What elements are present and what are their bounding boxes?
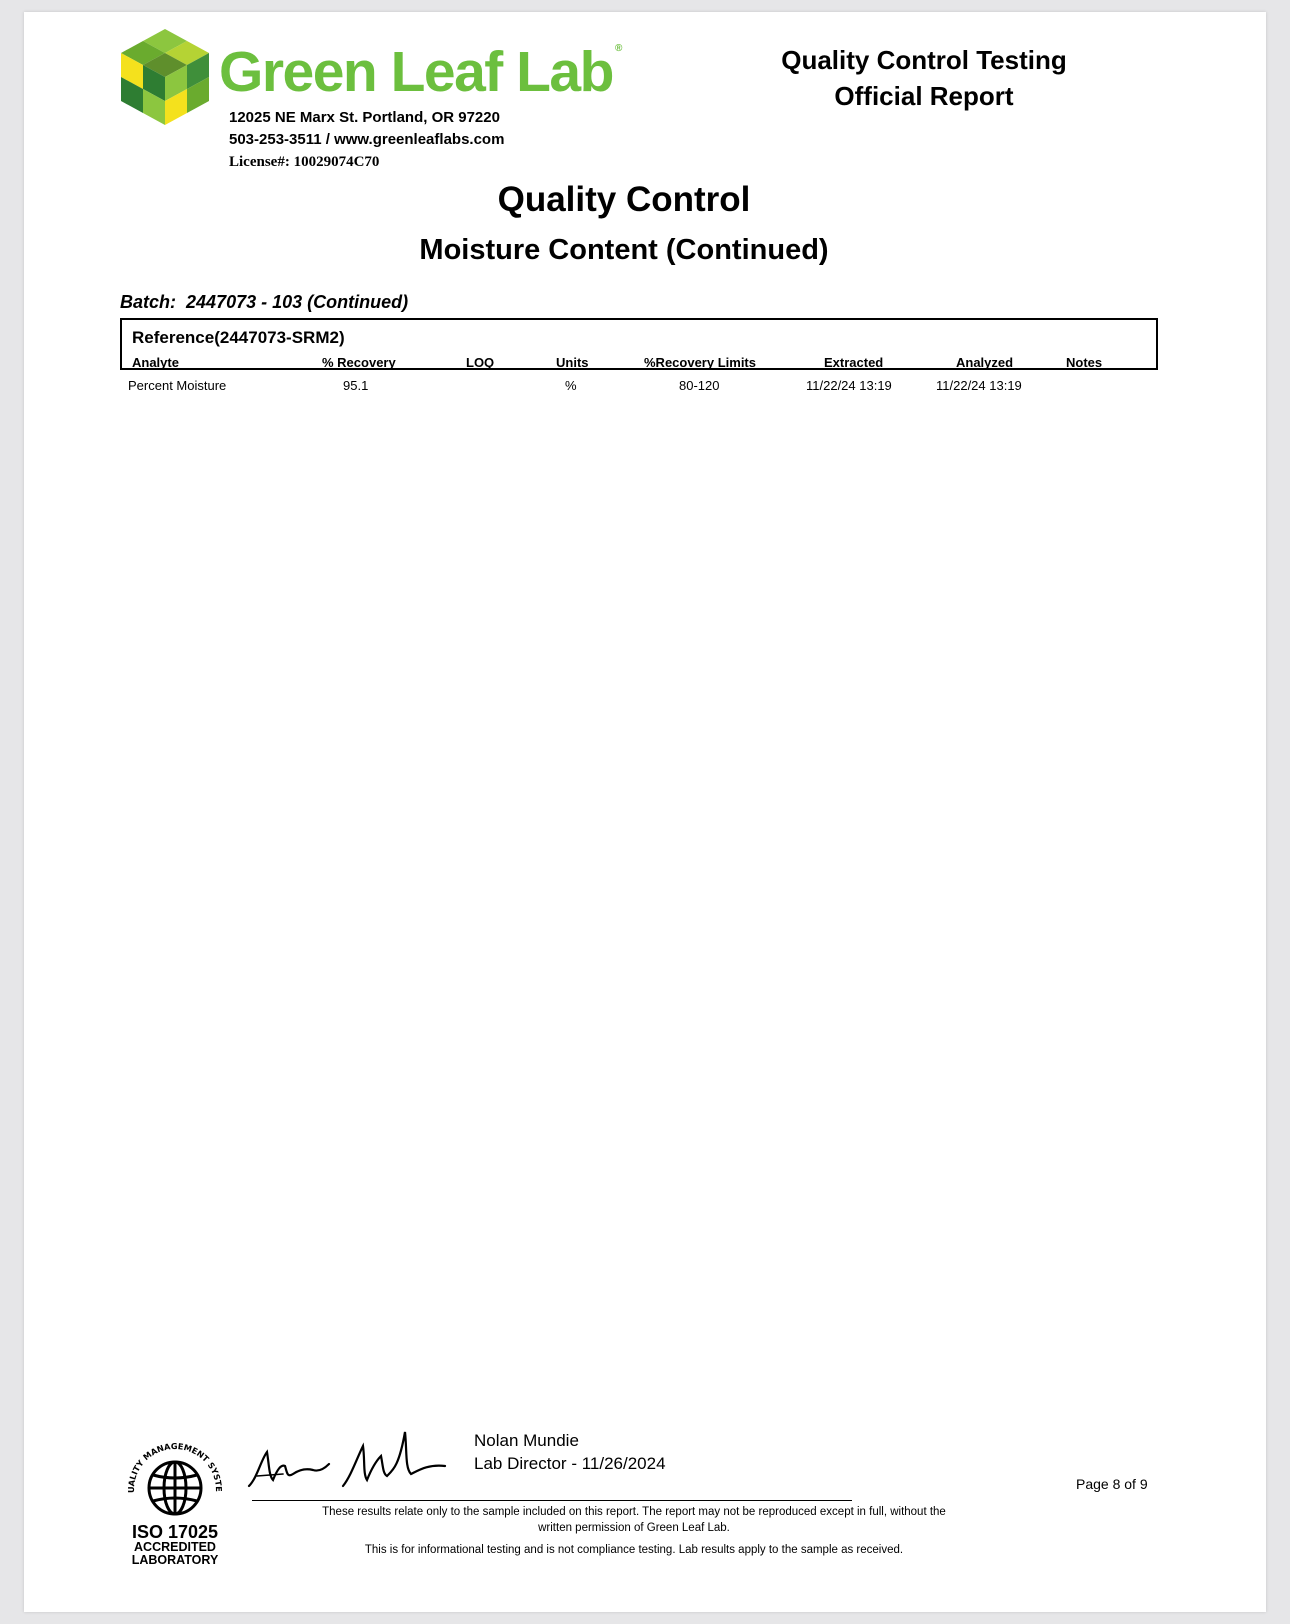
batch-line	[120, 292, 408, 313]
batch-value: 2447073 - 103 (Continued)	[186, 292, 409, 312]
iso-accreditation-seal	[120, 1434, 230, 1566]
column-header-extracted: Extracted	[824, 355, 884, 370]
iso-accredited: ACCREDITED	[134, 1540, 216, 1554]
section-subtitle: Moisture Content (Continued)	[419, 234, 829, 266]
iso-number: ISO 17025	[131, 1522, 219, 1542]
column-header-recovery-limits: %Recovery Limits	[644, 355, 756, 370]
lab-contact: 503-253-3511 / www.greenleaflabs.com	[229, 131, 505, 148]
cell-units: %	[565, 378, 577, 393]
reference-title: Reference(2447073-SRM2)	[132, 328, 345, 347]
cell-extracted: 11/22/24 13:19	[806, 378, 892, 393]
svg-text:QUALITY MANAGEMENT SYSTEM: UALITY MANAGEMENT SYSTE	[125, 1440, 225, 1494]
batch-label: Batch:	[120, 292, 177, 312]
column-header-analyzed: Analyzed	[956, 355, 1014, 370]
green-leaf-cube-logo-icon	[120, 27, 210, 127]
section-title: Quality Control	[497, 180, 751, 219]
column-header-units: Units	[556, 355, 589, 370]
cell-analyte: Percent Moisture	[128, 378, 227, 393]
logo-wordmark: Green Leaf Lab ®	[219, 40, 623, 104]
report-title-line1: Quality Control Testing	[781, 45, 1067, 75]
signature-divider	[252, 1500, 852, 1501]
column-header-recovery: % Recovery	[322, 355, 396, 370]
cell-recovery-limits: 80-120	[679, 378, 720, 393]
cell-analyzed: 11/22/24 13:19	[936, 378, 1022, 393]
lab-license: License#: 10029074C70	[229, 154, 380, 170]
globe-icon	[120, 1434, 230, 1518]
disclaimer-text	[274, 1504, 994, 1536]
signer-block	[474, 1429, 666, 1475]
signer-name: Nolan Mundie	[474, 1431, 579, 1450]
signer-title: Lab Director - 11/26/2024	[474, 1454, 666, 1473]
lab-address: 12025 NE Marx St. Portland, OR 97220	[229, 109, 500, 126]
iso-laboratory: LABORATORY	[131, 1553, 219, 1567]
cell-recovery: 95.1	[343, 378, 369, 393]
disclaimer-line1: These results relate only to the sample included on this report. The report may not be reproduced except in full, without the	[322, 1506, 946, 1518]
reference-table-header	[120, 318, 1158, 370]
signature-image	[247, 1430, 447, 1492]
page-number: Page 8 of 9	[1076, 1476, 1148, 1492]
lab-address-block	[229, 107, 504, 173]
column-header-loq: LOQ	[466, 355, 495, 370]
report-title-line2: Official Report	[834, 81, 1014, 111]
report-title	[724, 42, 1124, 114]
column-header-notes: Notes	[1066, 355, 1103, 370]
report-page	[24, 12, 1266, 1612]
column-header-analyte: Analyte	[132, 355, 179, 370]
disclaimer-line3: This is for informational testing and is not compliance testing. Lab results apply to the sample as received.	[364, 1544, 904, 1556]
disclaimer-line2: written permission of Green Leaf Lab.	[538, 1522, 730, 1534]
